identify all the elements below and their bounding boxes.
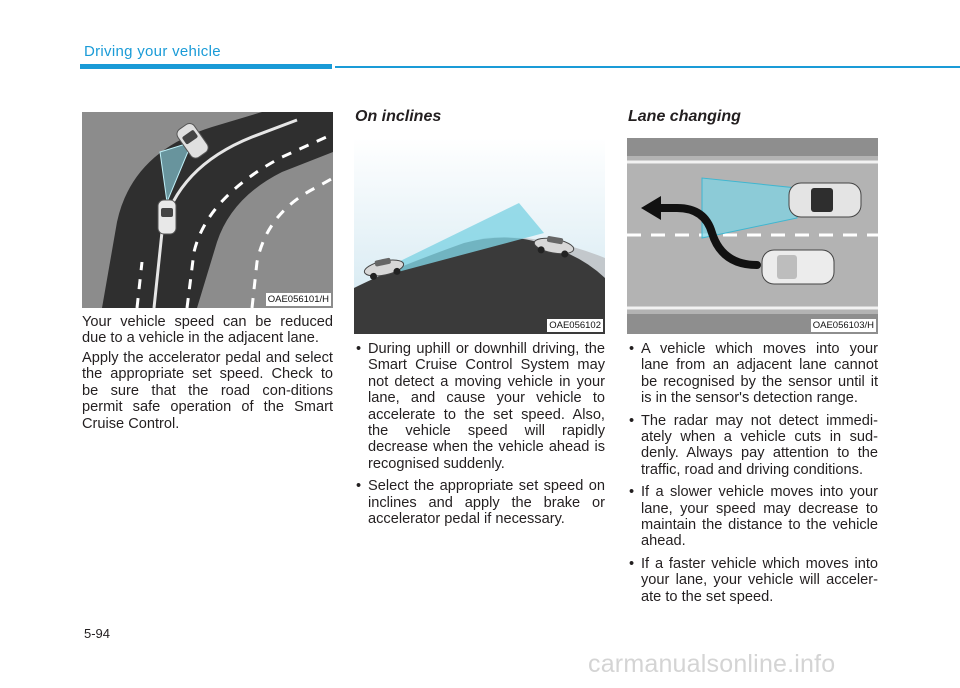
lane-change-figure [627, 138, 878, 334]
incline-figure [354, 138, 605, 334]
list-item: • During uphill or downhill driving, the Smart Cruise Control System may not detect a moving vehicle in your lane, and cause your vehicle to accelerate to the set speed. Also, the vehicle speed will rapidly decrease when the vehicle ahead is recognised suddenly. [354, 341, 605, 472]
body-paragraph: Apply the accelerator pedal and select the appropriate set speed. Check to be sure that the road con-ditions permit safe operation of the Smart Cruise Control. [82, 350, 333, 432]
page-number: 5-94 [84, 626, 111, 641]
figure-code: OAE056101/H [267, 294, 329, 305]
incline-hill-illustration [354, 138, 605, 334]
list-item: • If a slower vehicle moves into your lane, your speed may decrease to maintain the distance to the vehicle ahead. [627, 484, 878, 550]
incline-bullet-list [354, 341, 605, 533]
body-paragraph: Your vehicle speed can be reduced due to a vehicle in the adjacent lane. [82, 314, 333, 347]
curve-road-illustration [82, 112, 333, 308]
section-title: Driving your vehicle [84, 43, 221, 60]
list-item: • A vehicle which moves into your lane from an adjacent lane cannot be recognised by the sensor until it is in the sensor's detection range. [627, 341, 878, 407]
figure-code: OAE056102 [549, 320, 601, 331]
header-rule-thick [80, 64, 332, 69]
lane-change-bullet-list [627, 341, 878, 611]
watermark: carmanualsonline.info [588, 650, 836, 678]
list-item: • If a faster vehicle which moves into your lane, your vehicle will acceler-ate to the set speed. [627, 556, 878, 605]
section-heading: Lane changing [628, 108, 741, 125]
lane-change-illustration [627, 138, 878, 334]
figure-code: OAE056103/H [812, 320, 874, 331]
list-item: • The radar may not detect immedi-ately when a vehicle cuts in sud-denly. Always pay attention to the traffic, road and driving conditions. [627, 413, 878, 479]
section-heading: On inclines [355, 108, 442, 125]
curve-road-figure [82, 112, 333, 308]
list-item: • Select the appropriate set speed on inclines and apply the brake or accelerator pedal if necessary. [354, 478, 605, 527]
header-rule-thin [335, 66, 960, 68]
